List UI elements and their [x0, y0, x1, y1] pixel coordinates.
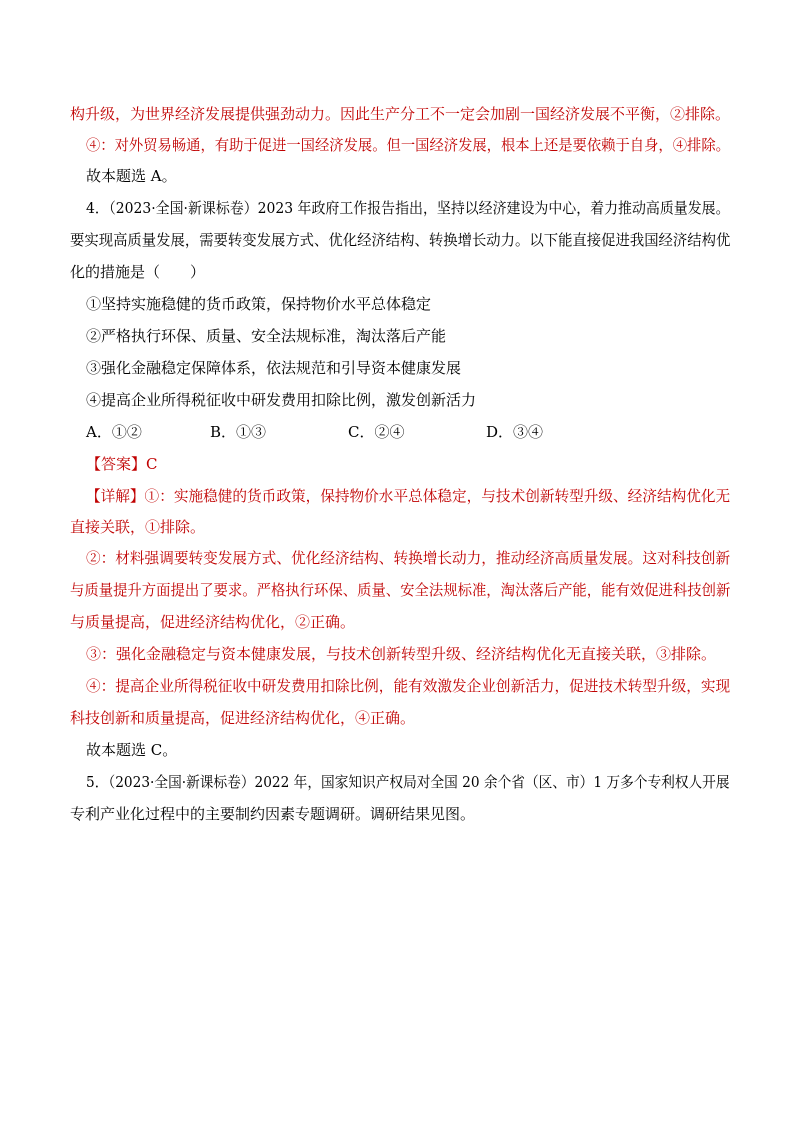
- q4-detail-line-1: 【详解】①：实施稳健的货币政策，保持物价水平总体稳定，与技术创新转型升级、经济结构优化无: [86, 487, 731, 505]
- prev-explanation-line-1: 构升级，为世界经济发展提供强劲动力。因此生产分工不一定会加剧一国经济发展不平衡，②排除。: [70, 105, 731, 123]
- q4-item-1: ①坚持实施稳健的货币政策，保持物价水平总体稳定: [86, 295, 432, 313]
- q4-detail-line-5: 与质量提高，促进经济结构优化，②正确。: [70, 613, 356, 631]
- q4-option-c: C．②④: [348, 423, 405, 441]
- q4-detail-line-4: 与质量提升方面提出了要求。严格执行环保、质量、安全法规标准，淘汰落后产能，能有效促进科技创新: [70, 581, 731, 599]
- q4-stem-line-3: 化的措施是（ ）: [70, 263, 206, 281]
- q4-option-b: B．①③: [210, 423, 267, 441]
- q5-stem-line-2: 专利产业化过程中的主要制约因素专题调研。调研结果见图。: [70, 805, 476, 823]
- q4-stem-line-2: 要实现高质量发展，需要转变发展方式、优化经济结构、转换增长动力。以下能直接促进我国经济结构优: [70, 231, 731, 249]
- q4-item-4: ④提高企业所得税征收中研发费用扣除比例，激发创新活力: [86, 391, 477, 409]
- q4-conclusion: 故本题选 C。: [86, 741, 178, 759]
- q4-answer: 【答案】C: [86, 455, 158, 473]
- q4-option-a: A．①②: [86, 423, 142, 441]
- q4-detail-line-7: ④：提高企业所得税征收中研发费用扣除比例，能有效激发企业创新活力，促进技术转型升级，实现: [86, 677, 731, 695]
- prev-explanation-line-2: ④：对外贸易畅通，有助于促进一国经济发展。但一国经济发展，根本上还是要依赖于自身，④排除。: [86, 136, 730, 154]
- prev-conclusion: 故本题选 A。: [86, 167, 177, 185]
- q4-item-2: ②严格执行环保、质量、安全法规标准，淘汰落后产能: [86, 327, 447, 345]
- q4-detail-line-2: 直接关联，①排除。: [70, 518, 206, 536]
- q4-option-d: D．③④: [486, 423, 544, 441]
- q4-detail-line-8: 科技创新和质量提高，促进经济结构优化，④正确。: [70, 709, 416, 727]
- q4-detail-line-6: ③：强化金融稳定与资本健康发展，与技术创新转型升级、经济结构优化无直接关联，③排除。: [86, 645, 717, 663]
- q4-stem-line-1: 4．（2023·全国·新课标卷）2023 年政府工作报告指出，坚持以经济建设为中心，着力推动高质量发展。: [86, 199, 730, 217]
- q4-item-3: ③强化金融稳定保障体系，依法规范和引导资本健康发展: [86, 359, 462, 377]
- q5-stem-line-1: 5．（2023·全国·新课标卷）2022 年，国家知识产权局对全国 20 余个省（区、市）1 万多个专利权人开展: [86, 773, 730, 791]
- q4-detail-line-3: ②：材料强调要转变发展方式、优化经济结构、转换增长动力，推动经济高质量发展。这对科技创新: [86, 549, 731, 567]
